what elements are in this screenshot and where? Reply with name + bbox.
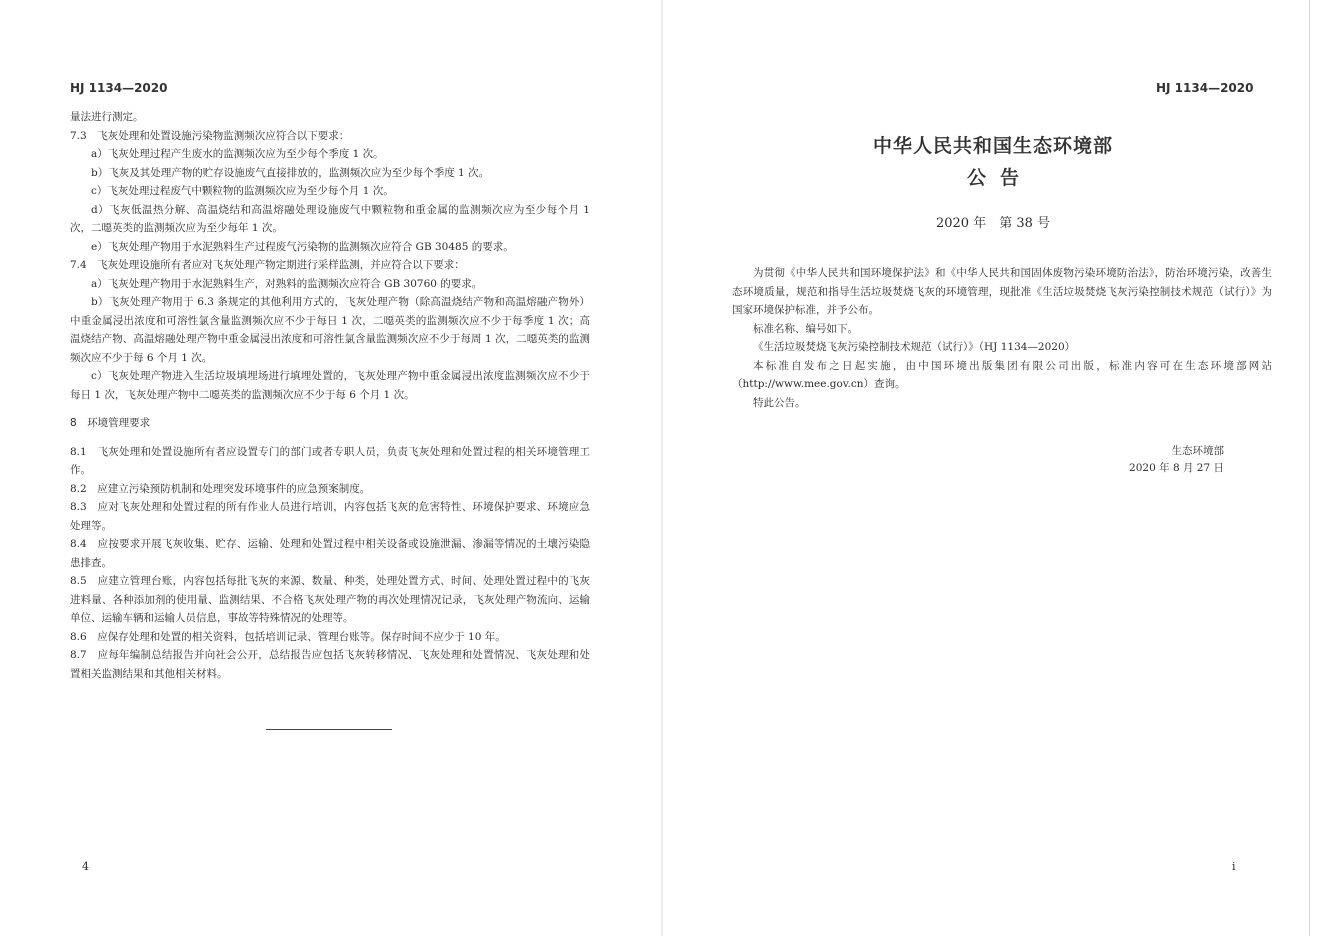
announcement-title: 公告 <box>966 167 1033 189</box>
page-edge <box>1309 0 1310 936</box>
issue-number: 2020 年 第 38 号 <box>935 216 1051 231</box>
clause-8-6: 8.6 应保存处理和处置的相关资料，包括培训记录、管理台账等。保存时间不应少于 10 年。 <box>70 630 506 643</box>
clause-8-3: 8.3 应对飞灰处理和处置过程的所有作业人员进行培训，内容包括飞灰的危害特性、环境保护要求、环境应急处理等。 <box>70 501 590 532</box>
list-item: e）飞灰处理产物用于水泥熟料生产过程废气污染物的监测频次应符合 GB 30485 的要求。 <box>91 240 514 253</box>
clause-8-4: 8.4 应按要求开展飞灰收集、贮存、运输、处理和处置过程中相关设备或设施泄漏、渗漏等情况的土壤污染隐患排查。 <box>70 538 590 569</box>
end-rule <box>266 729 392 730</box>
ministry-title: 中华人民共和国生态环境部 <box>872 135 1113 157</box>
list-item: a）飞灰处理产物用于水泥熟料生产，对熟料的监测频次应符合 GB 30760 的要求。 <box>91 277 483 290</box>
body-paragraph: 量法进行测定。 <box>70 111 144 123</box>
right-page <box>662 0 1324 936</box>
notice-paragraph: 标准名称、编号如下。 <box>753 322 858 335</box>
announcement-body <box>732 264 1272 412</box>
list-item: b）飞灰及其处理产物的贮存设施废气直接排放的，监测频次应为至少每个季度 1 次。 <box>91 166 490 179</box>
notice-paragraph: 本标准自发布之日起实施，由中国环境出版集团有限公司出版，标准内容可在生态环境部网站（http://www.mee.gov.cn）查询。 <box>732 359 1272 390</box>
running-header: HJ 1134—2020 <box>70 81 168 95</box>
issue-date: 2020 年 8 月 27 日 <box>1129 462 1224 474</box>
list-item: d）飞灰低温热分解、高温烧结和高温熔融处理设施废气中颗粒物和重金属的监测频次应为至少每个月 1 次，二噁英类的监测频次应为至少每年 1 次。 <box>70 203 590 234</box>
signatory: 生态环境部 <box>1171 445 1224 457</box>
list-item: c）飞灰处理过程废气中颗粒物的监测频次应为至少每个月 1 次。 <box>91 185 394 197</box>
clause-8-2: 8.2 应建立污染预防机制和处理突发环境事件的应急预案制度。 <box>70 482 371 495</box>
clause-8-7: 8.7 应每年编制总结报告并向社会公开，总结报告应包括飞灰转移情况、飞灰处理和处置情况、飞灰处理和处置相关监测结果和其他相关材料。 <box>70 649 590 680</box>
page-number: 4 <box>82 860 89 873</box>
clause-7-4: 7.4 飞灰处理设施所有者应对飞灰处理产物定期进行采样监测，并应符合以下要求： <box>70 259 465 271</box>
list-item: b）飞灰处理产物用于 6.3 条规定的其他利用方式的，飞灰处理产物（除高温烧结产物和高温熔融产物外）中重金属浸出浓度和可溶性氯含量监测频次应不少于每日 1 次，二噁英类的监测频次应不少于每季度 1 次；高温烧结产物、高温熔融处理产物中重金属浸出浓度和可溶性氯含量监测频次应不少于每周 1 次，二噁英类的监测频次应不少于每 6 个月 1 次。 <box>70 296 590 364</box>
clause-8-5: 8.5 应建立管理台账，内容包括每批飞灰的来源、数量、种类，处理处置方式、时间、处理处置过程中的飞灰进料量、各种添加剂的使用量、监测结果、不合格飞灰处理产物的再次处理情况记录，飞灰处理产物流向、运输单位、运输车辆和运输人员信息，事故等特殊情况的处理等。 <box>70 575 590 624</box>
section-heading: 8 环境管理要求 <box>70 417 151 429</box>
list-item: c）飞灰处理产物进入生活垃圾填埋场进行填埋处置的，飞灰处理产物中重金属浸出浓度监测频次应不少于每日 1 次，飞灰处理产物中二噁英类的监测频次应不少于每 6 个月 1 次。 <box>70 370 590 401</box>
clause-8-1: 8.1 飞灰处理和处置设施所有者应设置专门的部门或者专职人员，负责飞灰处理和处置过程的相关环境管理工作。 <box>70 445 590 476</box>
list-item: a）飞灰处理过程产生废水的监测频次应为至少每个季度 1 次。 <box>91 148 384 160</box>
left-page-body <box>70 108 590 683</box>
notice-paragraph: 特此公告。 <box>753 396 806 409</box>
notice-paragraph: 为贯彻《中华人民共和国环境保护法》和《中华人民共和国固体废物污染环境防治法》，防治环境污染，改善生态环境质量，规范和指导生活垃圾焚烧飞灰的环境管理，现批准《生活垃圾焚烧飞灰污染控制技术规范（试行）》为国家环境保护标准，并予公布。 <box>732 267 1272 316</box>
page-number: i <box>1232 860 1236 873</box>
running-header: HJ 1134—2020 <box>1156 81 1254 95</box>
notice-paragraph: 《生活垃圾焚烧飞灰污染控制技术规范（试行）》（HJ 1134—2020） <box>753 341 1076 353</box>
clause-7-3: 7.3 飞灰处理和处置设施污染物监测频次应符合以下要求： <box>70 129 350 142</box>
